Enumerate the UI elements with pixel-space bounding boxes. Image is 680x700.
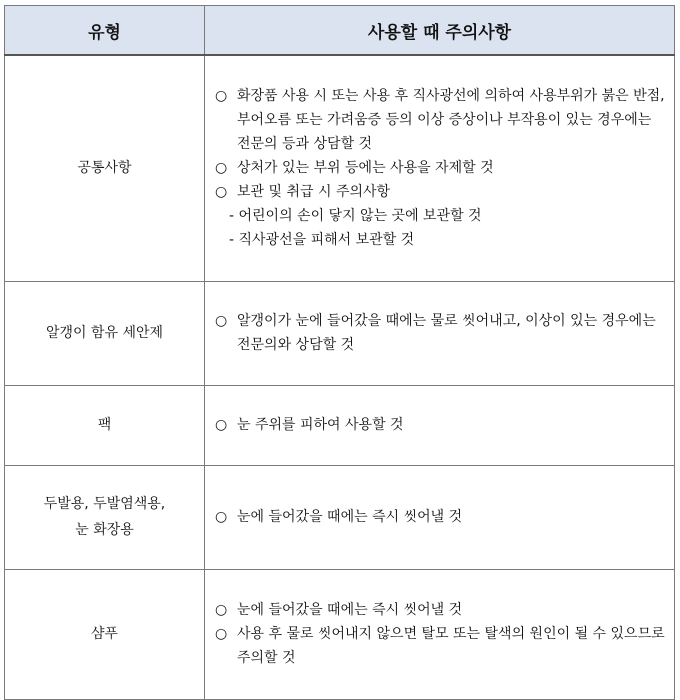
circle-bullet-icon: ○ — [215, 88, 228, 105]
caution-text: 화장품 사용 시 또는 사용 후 직사광선에 의하여 사용부위가 붉은 반점, 부어오름 또는 가려움증 등의 이상 증상이나 부작용이 있는 경우에는 전문의 등과 상담할 것 — [237, 88, 665, 153]
header-type: 유형 — [5, 6, 205, 56]
caution-subitem: - 직사광선을 피해서 보관할 것 — [229, 232, 415, 249]
circle-bullet-icon: ○ — [215, 313, 228, 329]
type-label: 샴푸 — [90, 626, 119, 642]
circle-bullet-icon: ○ — [215, 160, 228, 177]
type-cell — [5, 385, 205, 465]
caution-table-container — [4, 5, 675, 700]
caution-item — [215, 309, 666, 357]
table-row — [5, 385, 675, 465]
type-cell — [5, 281, 205, 385]
caution-subitem: - 어린이의 손이 닿지 않는 곳에 보관할 것 — [229, 208, 482, 225]
caution-text: 눈에 들어갔을 때에는 즉시 씻어낼 것 — [237, 602, 463, 618]
header-caution: 사용할 때 주의사항 — [205, 6, 675, 56]
type-label: 두발용, 두발염색용, — [43, 496, 166, 512]
table-row — [5, 55, 675, 281]
caution-cell — [205, 465, 675, 569]
caution-item — [215, 84, 666, 156]
type-cell — [5, 569, 205, 699]
type-label: 눈 화장용 — [75, 522, 134, 538]
table-header-row — [5, 6, 675, 56]
caution-item — [215, 622, 666, 670]
circle-bullet-icon: ○ — [215, 626, 228, 642]
caution-text: 상처가 있는 부위 등에는 사용을 자제할 것 — [237, 160, 494, 177]
caution-table — [4, 5, 675, 700]
caution-text: 보관 및 취급 시 주의사항 — [237, 184, 391, 201]
circle-bullet-icon: ○ — [215, 509, 228, 525]
table-body — [5, 55, 675, 699]
type-label: 알갱이 함유 세안제 — [45, 325, 164, 341]
circle-bullet-icon: ○ — [215, 184, 228, 201]
caution-item — [215, 180, 666, 204]
type-cell — [5, 55, 205, 281]
caution-item — [215, 598, 666, 622]
caution-cell — [205, 385, 675, 465]
caution-item — [215, 505, 666, 529]
caution-text: 눈에 들어갔을 때에는 즉시 씻어낼 것 — [237, 509, 463, 525]
caution-text: 사용 후 물로 씻어내지 않으면 탈모 또는 탈색의 원인이 될 수 있으므로 주의할 것 — [237, 626, 665, 666]
circle-bullet-icon: ○ — [215, 602, 228, 618]
table-row — [5, 465, 675, 569]
table-row — [5, 569, 675, 699]
caution-cell — [205, 281, 675, 385]
caution-item — [215, 156, 666, 180]
caution-text: 알갱이가 눈에 들어갔을 때에는 물로 씻어내고, 이상이 있는 경우에는 전문의와 상담할 것 — [237, 313, 656, 353]
type-label: 팩 — [97, 417, 112, 433]
type-cell — [5, 465, 205, 569]
caution-text: 눈 주위를 피하여 사용할 것 — [237, 417, 404, 433]
type-label: 공통사항 — [77, 160, 132, 177]
caution-cell — [205, 55, 675, 281]
table-row — [5, 281, 675, 385]
caution-item — [215, 413, 666, 437]
caution-cell — [205, 569, 675, 699]
circle-bullet-icon: ○ — [215, 417, 228, 433]
